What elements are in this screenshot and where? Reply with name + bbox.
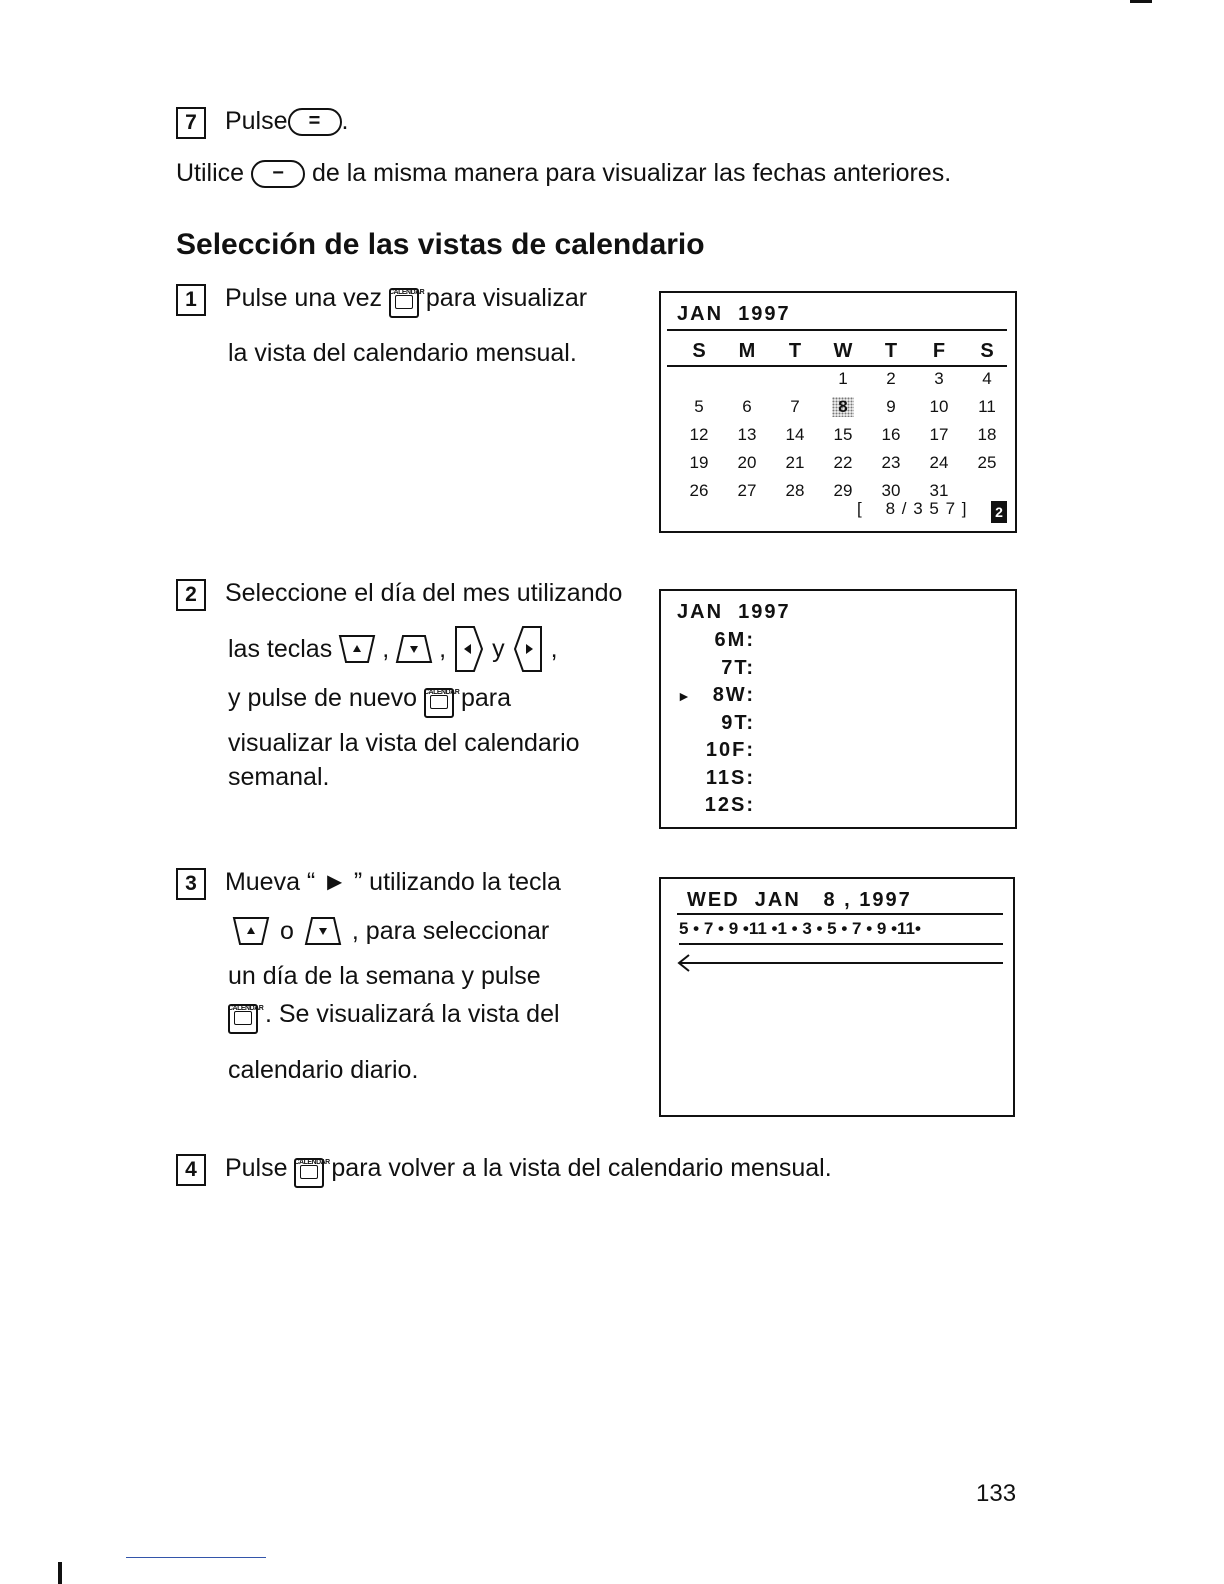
separator: ,: [382, 635, 390, 663]
day-cell[interactable]: 7: [790, 397, 800, 416]
week-day-row[interactable]: [677, 739, 877, 767]
day-cell[interactable]: 10: [929, 397, 949, 416]
step-text: y pulse de nuevo: [228, 684, 418, 712]
day-cell[interactable]: 18: [977, 425, 997, 444]
calendar-key-icon: [228, 994, 264, 1032]
week-day-list: [677, 629, 877, 822]
step-text: Seleccione el día del mes utilizando: [224, 579, 623, 607]
day-cell[interactable]: 26: [689, 481, 709, 500]
week-day-row[interactable]: [677, 657, 877, 685]
week-row: [675, 421, 1011, 449]
down-arrow-key-icon: [304, 914, 342, 948]
utilice-line: [176, 158, 951, 188]
calendar-key-icon: [294, 1148, 330, 1186]
month-title: JAN 1997: [677, 303, 791, 325]
header-rule: [667, 365, 1007, 367]
step-number: 1: [176, 284, 206, 316]
day-cell[interactable]: 11: [978, 397, 996, 416]
day-cell[interactable]: 6: [742, 397, 752, 416]
conjunction: y: [492, 635, 505, 663]
week-day-row[interactable]: [677, 712, 877, 740]
week-row: [675, 365, 1011, 393]
calendar-key-caption: CALENDAR: [228, 1005, 264, 1012]
down-arrow-key-icon: [395, 632, 433, 666]
calendar-key-icon: [423, 678, 460, 716]
day-cell[interactable]: 31: [929, 481, 949, 500]
step-text: para visualizar: [425, 284, 588, 312]
step-text: las teclas: [228, 635, 333, 663]
daily-calendar-view: [659, 877, 1015, 1117]
equals-key-icon: =: [288, 108, 342, 136]
week-day-row[interactable]: [677, 794, 877, 822]
corner-mark: [58, 1562, 62, 1584]
page-number: 133: [976, 1480, 1017, 1507]
step-2-line-3: [228, 678, 511, 716]
left-arrow-key-icon: [452, 625, 486, 673]
day-cell[interactable]: 2: [886, 369, 896, 388]
conjunction: o: [280, 917, 294, 945]
step-3-line-2: [232, 912, 549, 950]
day-cell[interactable]: 20: [737, 453, 757, 472]
step-text: Pulse: [224, 1154, 288, 1182]
week-title: JAN 1997: [677, 601, 791, 623]
up-arrow-key-icon: [338, 632, 376, 666]
step-text: Pulse una vez: [224, 284, 382, 312]
day-cell[interactable]: 9: [886, 397, 896, 416]
footer-line: [126, 1557, 266, 1558]
calendar-grid: [675, 337, 1011, 505]
weekday-header: M: [738, 339, 756, 362]
up-arrow-key-icon: [232, 914, 270, 948]
day-cell[interactable]: 21: [785, 453, 805, 472]
step-2-keys-line: [228, 624, 558, 674]
day-cell[interactable]: 16: [881, 425, 901, 444]
hour-scale: 5 • 7 • 9 •11 •1 • 3 • 5 • 7 • 9 •11•: [679, 919, 921, 938]
weekday-header: T: [884, 339, 898, 362]
day-cell[interactable]: 1: [838, 369, 848, 388]
calendar-key-caption: CALENDAR: [388, 289, 425, 296]
weekday-header: S: [980, 339, 994, 362]
day-cell[interactable]: 17: [929, 425, 949, 444]
step-3-line-5: calendario diario.: [228, 1056, 419, 1084]
day-cell[interactable]: 15: [833, 425, 853, 444]
day-cell[interactable]: 22: [833, 453, 853, 472]
section-heading: Selección de las vistas de calendario: [176, 228, 705, 261]
corner-dash: [1130, 0, 1152, 3]
week-day-row[interactable]: [677, 684, 877, 712]
day-cell[interactable]: 24: [929, 453, 949, 472]
week-day-label: 7T:: [721, 656, 755, 679]
day-title: WED JAN 8 , 1997: [687, 889, 912, 911]
weekly-calendar-view: [659, 589, 1017, 829]
day-cell[interactable]: 23: [881, 453, 901, 472]
week-day-label: 12S:: [704, 794, 755, 816]
day-cell[interactable]: 5: [694, 397, 704, 416]
day-cell[interactable]: 14: [785, 425, 805, 444]
step-3: [176, 867, 561, 900]
hour-scale-rule: [679, 943, 1003, 945]
day-cell[interactable]: 4: [982, 369, 992, 388]
weekday-header-row: [675, 337, 1011, 365]
calendar-key-icon: [388, 278, 425, 316]
step-3-line-3: un día de la semana y pulse: [228, 962, 541, 990]
step-text: . Se visualizará la vista del: [264, 1000, 560, 1028]
day-cell[interactable]: 29: [833, 481, 853, 500]
day-cell[interactable]: 27: [737, 481, 757, 500]
separator: ,: [550, 635, 558, 663]
selection-pointer-icon: ►: [677, 688, 693, 704]
title-rule: [667, 329, 1007, 331]
day-cell[interactable]: 19: [689, 453, 709, 472]
step-4: [176, 1148, 832, 1186]
selected-day: 8: [832, 397, 854, 417]
step-1: [176, 278, 587, 316]
day-cell[interactable]: 12: [689, 425, 709, 444]
week-day-label: 10F:: [705, 739, 755, 761]
step-text: para: [460, 684, 511, 712]
week-row: [675, 449, 1011, 477]
page-indicator: 2: [991, 501, 1007, 523]
week-row: [675, 393, 1011, 421]
step-7: [176, 106, 348, 139]
utilice-before: Utilice: [176, 159, 245, 187]
separator: ,: [439, 635, 447, 663]
weekday-header: S: [692, 339, 706, 362]
step-text: , para seleccionar: [351, 917, 550, 945]
step-number: 7: [176, 107, 206, 139]
right-arrow-key-icon: [511, 625, 545, 673]
step-text: Mueva “ ► ” utilizando la tecla: [224, 868, 561, 896]
day-cell[interactable]: 25: [977, 453, 997, 472]
title-rule: [677, 913, 1003, 915]
day-cell[interactable]: 13: [737, 425, 757, 444]
step-2-line-4: visualizar la vista del calendario: [228, 729, 580, 757]
day-counter: [ 8 / 3 5 7 ]: [857, 499, 968, 518]
week-day-row[interactable]: [677, 767, 877, 795]
week-day-label: 11S:: [705, 766, 755, 789]
day-cell[interactable]: 28: [785, 481, 805, 500]
week-day-label: 8W:: [712, 684, 755, 706]
scroll-left-arrow-icon: [677, 951, 1007, 975]
week-day-label: 6M:: [714, 629, 755, 651]
monthly-calendar-view: [659, 291, 1017, 533]
step-1-line-2: la vista del calendario mensual.: [228, 339, 577, 367]
day-cell[interactable]: 3: [934, 369, 944, 388]
step-text: para volver a la vista del calendario mensual.: [331, 1154, 832, 1182]
week-day-label: 9T:: [721, 711, 755, 734]
step-number: 4: [176, 1154, 206, 1186]
day-cell[interactable]: 30: [881, 481, 901, 500]
weekday-header: T: [788, 339, 802, 362]
step-number: 2: [176, 579, 206, 611]
week-day-row[interactable]: [677, 629, 877, 657]
step-2: [176, 578, 622, 611]
step-text: Pulse: [224, 107, 288, 135]
day-cell[interactable]: [819, 397, 867, 417]
step-3-line-4: [228, 994, 560, 1032]
minus-key-icon: −: [251, 160, 305, 188]
weekday-header: W: [833, 339, 853, 362]
step-number: 3: [176, 868, 206, 900]
weekday-header: F: [932, 339, 946, 362]
calendar-key-caption: CALENDAR: [423, 689, 460, 696]
step-text-end: .: [341, 107, 349, 135]
step-2-line-5: semanal.: [228, 763, 330, 791]
calendar-key-caption: CALENDAR: [294, 1159, 330, 1166]
utilice-after: de la misma manera para visualizar las fechas anteriores.: [311, 159, 952, 187]
